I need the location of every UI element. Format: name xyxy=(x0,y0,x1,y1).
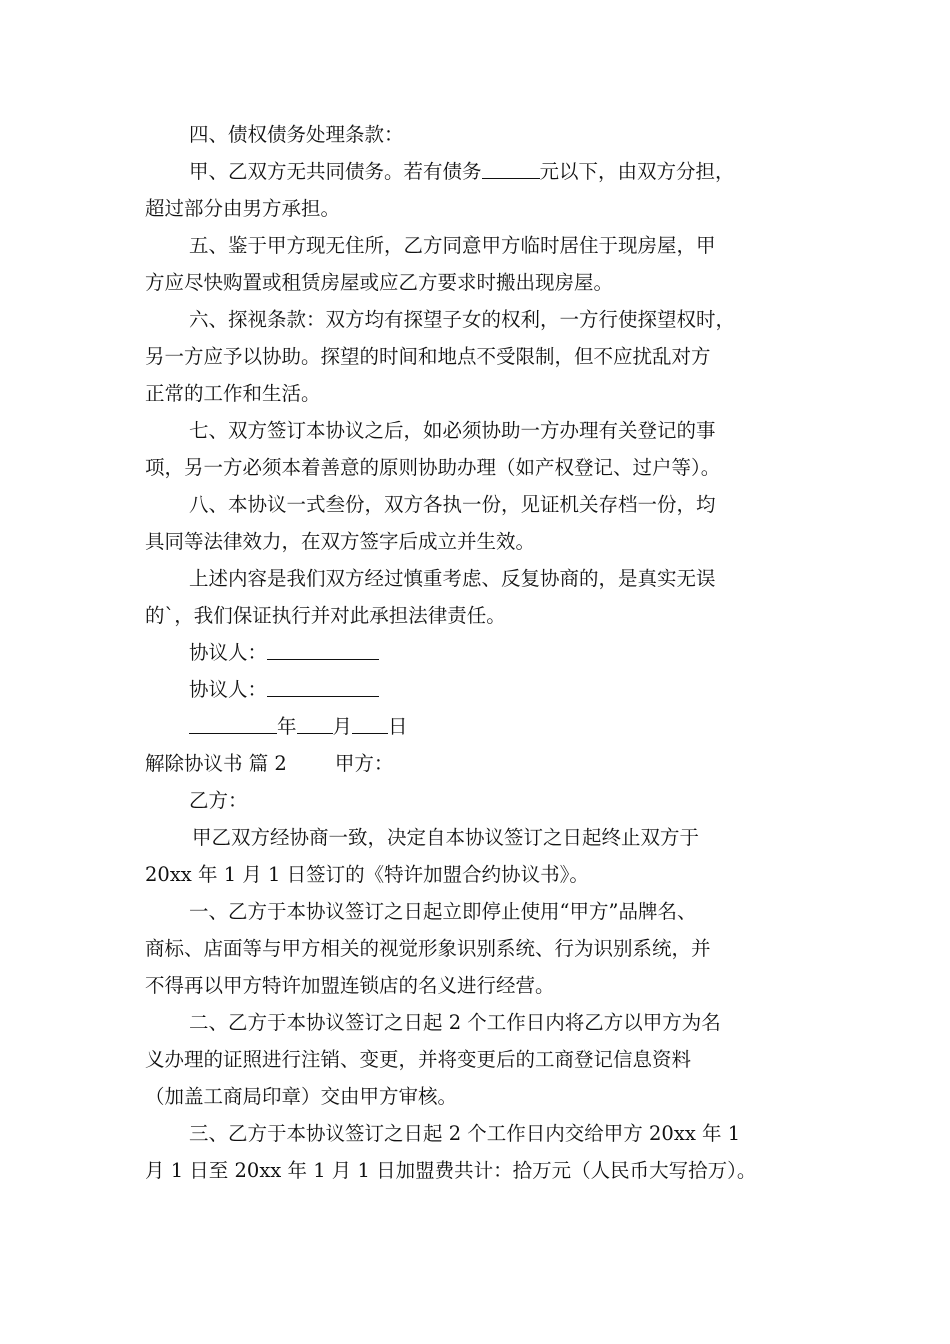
line-text: （加盖工商局印章）交由甲方审核。 xyxy=(145,1085,458,1108)
section-2 xyxy=(145,819,813,1189)
line-text: 正常的工作和生活。 xyxy=(145,382,321,405)
party-b-label: 乙方： xyxy=(189,789,248,812)
day-unit: 日 xyxy=(388,715,408,738)
text-line xyxy=(145,486,813,523)
text-line xyxy=(145,227,813,264)
text-line xyxy=(145,967,813,1004)
text-line xyxy=(145,1004,813,1041)
text-line xyxy=(145,597,813,634)
signature-line-1 xyxy=(145,634,813,671)
line-text: 20xx 年 1 月 1 日签订的《特许加盟合约协议书》。 xyxy=(145,863,589,886)
document-body xyxy=(145,116,813,1189)
line-text: 超过部分由男方承担。 xyxy=(145,197,341,220)
month-unit: 月 xyxy=(332,715,353,738)
party-a-label: 甲方： xyxy=(334,752,394,775)
section-2-heading: 解除协议书 篇 2 xyxy=(145,752,287,775)
text-line xyxy=(145,1152,813,1189)
year-blank xyxy=(189,710,277,734)
text-line xyxy=(145,819,813,856)
line-text: 五、鉴于甲方现无住所，乙方同意甲方临时居住于现房屋，甲 xyxy=(189,234,716,257)
line-text: 上述内容是我们双方经过慎重考虑、反复协商的，是真实无误 xyxy=(189,567,716,590)
month-blank xyxy=(297,710,333,734)
line-text: 义办理的证照进行注销、变更，并将变更后的工商登记信息资料 xyxy=(145,1048,692,1071)
text-line xyxy=(145,856,813,893)
line-text: 四、债权债务处理条款： xyxy=(189,123,404,146)
signer-label-1: 协议人： xyxy=(189,641,268,664)
year-unit: 年 xyxy=(277,715,297,738)
text-line xyxy=(145,1115,813,1152)
line-text: 月 1 日至 20xx 年 1 月 1 日加盟费共计：拾万元（人民币大写拾万）。 xyxy=(145,1159,757,1182)
amount-blank xyxy=(482,155,540,179)
line-text: 的`，我们保证执行并对此承担法律责任。 xyxy=(145,604,506,627)
text-line xyxy=(145,893,813,930)
line-text: 具同等法律效力，在双方签字后成立并生效。 xyxy=(145,530,536,553)
text-line xyxy=(145,1078,813,1115)
text-line xyxy=(145,338,813,375)
line-text: 甲乙双方经协商一致，决定自本协议签订之日起终止双方于 xyxy=(192,826,700,849)
section-2-heading-line xyxy=(145,745,813,782)
text-line xyxy=(145,264,813,301)
party-b-line xyxy=(145,782,813,819)
line-text: 六、探视条款：双方均有探望子女的权利，一方行使探望权时， xyxy=(189,308,736,331)
text-line xyxy=(145,1041,813,1078)
text-line xyxy=(145,523,813,560)
line-text: 甲、乙双方无共同债务。若有债务 xyxy=(189,160,482,183)
line-text: 一、乙方于本协议签订之日起立即停止使用“甲方”品牌名、 xyxy=(189,900,697,923)
text-line xyxy=(145,449,813,486)
line-text: 另一方应予以协助。探望的时间和地点不受限制，但不应扰乱对方 xyxy=(145,345,711,368)
signature-blank-1 xyxy=(267,636,379,660)
line-text: 八、本协议一式叁份，双方各执一份，见证机关存档一份，均 xyxy=(189,493,716,516)
text-line xyxy=(145,190,813,227)
section-1 xyxy=(145,116,813,634)
day-blank xyxy=(352,710,388,734)
text-line xyxy=(145,560,813,597)
text-line xyxy=(145,153,813,190)
signature-line-2 xyxy=(145,671,813,708)
line-text: 不得再以甲方特许加盟连锁店的名义进行经营。 xyxy=(145,974,555,997)
line-text-continued: 元以下，由双方分担， xyxy=(539,160,735,183)
date-line xyxy=(145,708,813,745)
line-text: 商标、店面等与甲方相关的视觉形象识别系统、行为识别系统，并 xyxy=(145,937,711,960)
text-line xyxy=(145,412,813,449)
signature-blank-2 xyxy=(267,673,379,697)
text-line xyxy=(145,116,813,153)
text-line xyxy=(145,930,813,967)
text-line xyxy=(145,301,813,338)
line-text: 二、乙方于本协议签订之日起 2 个工作日内将乙方以甲方为名 xyxy=(189,1011,721,1034)
line-text: 三、乙方于本协议签订之日起 2 个工作日内交给甲方 20xx 年 1 xyxy=(189,1122,741,1145)
line-text: 方应尽快购置或租赁房屋或应乙方要求时搬出现房屋。 xyxy=(145,271,614,294)
signer-label-2: 协议人： xyxy=(189,678,268,701)
line-text: 七、双方签订本协议之后，如必须协助一方办理有关登记的事 xyxy=(189,419,716,442)
text-line xyxy=(145,375,813,412)
line-text: 项，另一方必须本着善意的原则协助办理（如产权登记、过户等）。 xyxy=(145,456,721,479)
